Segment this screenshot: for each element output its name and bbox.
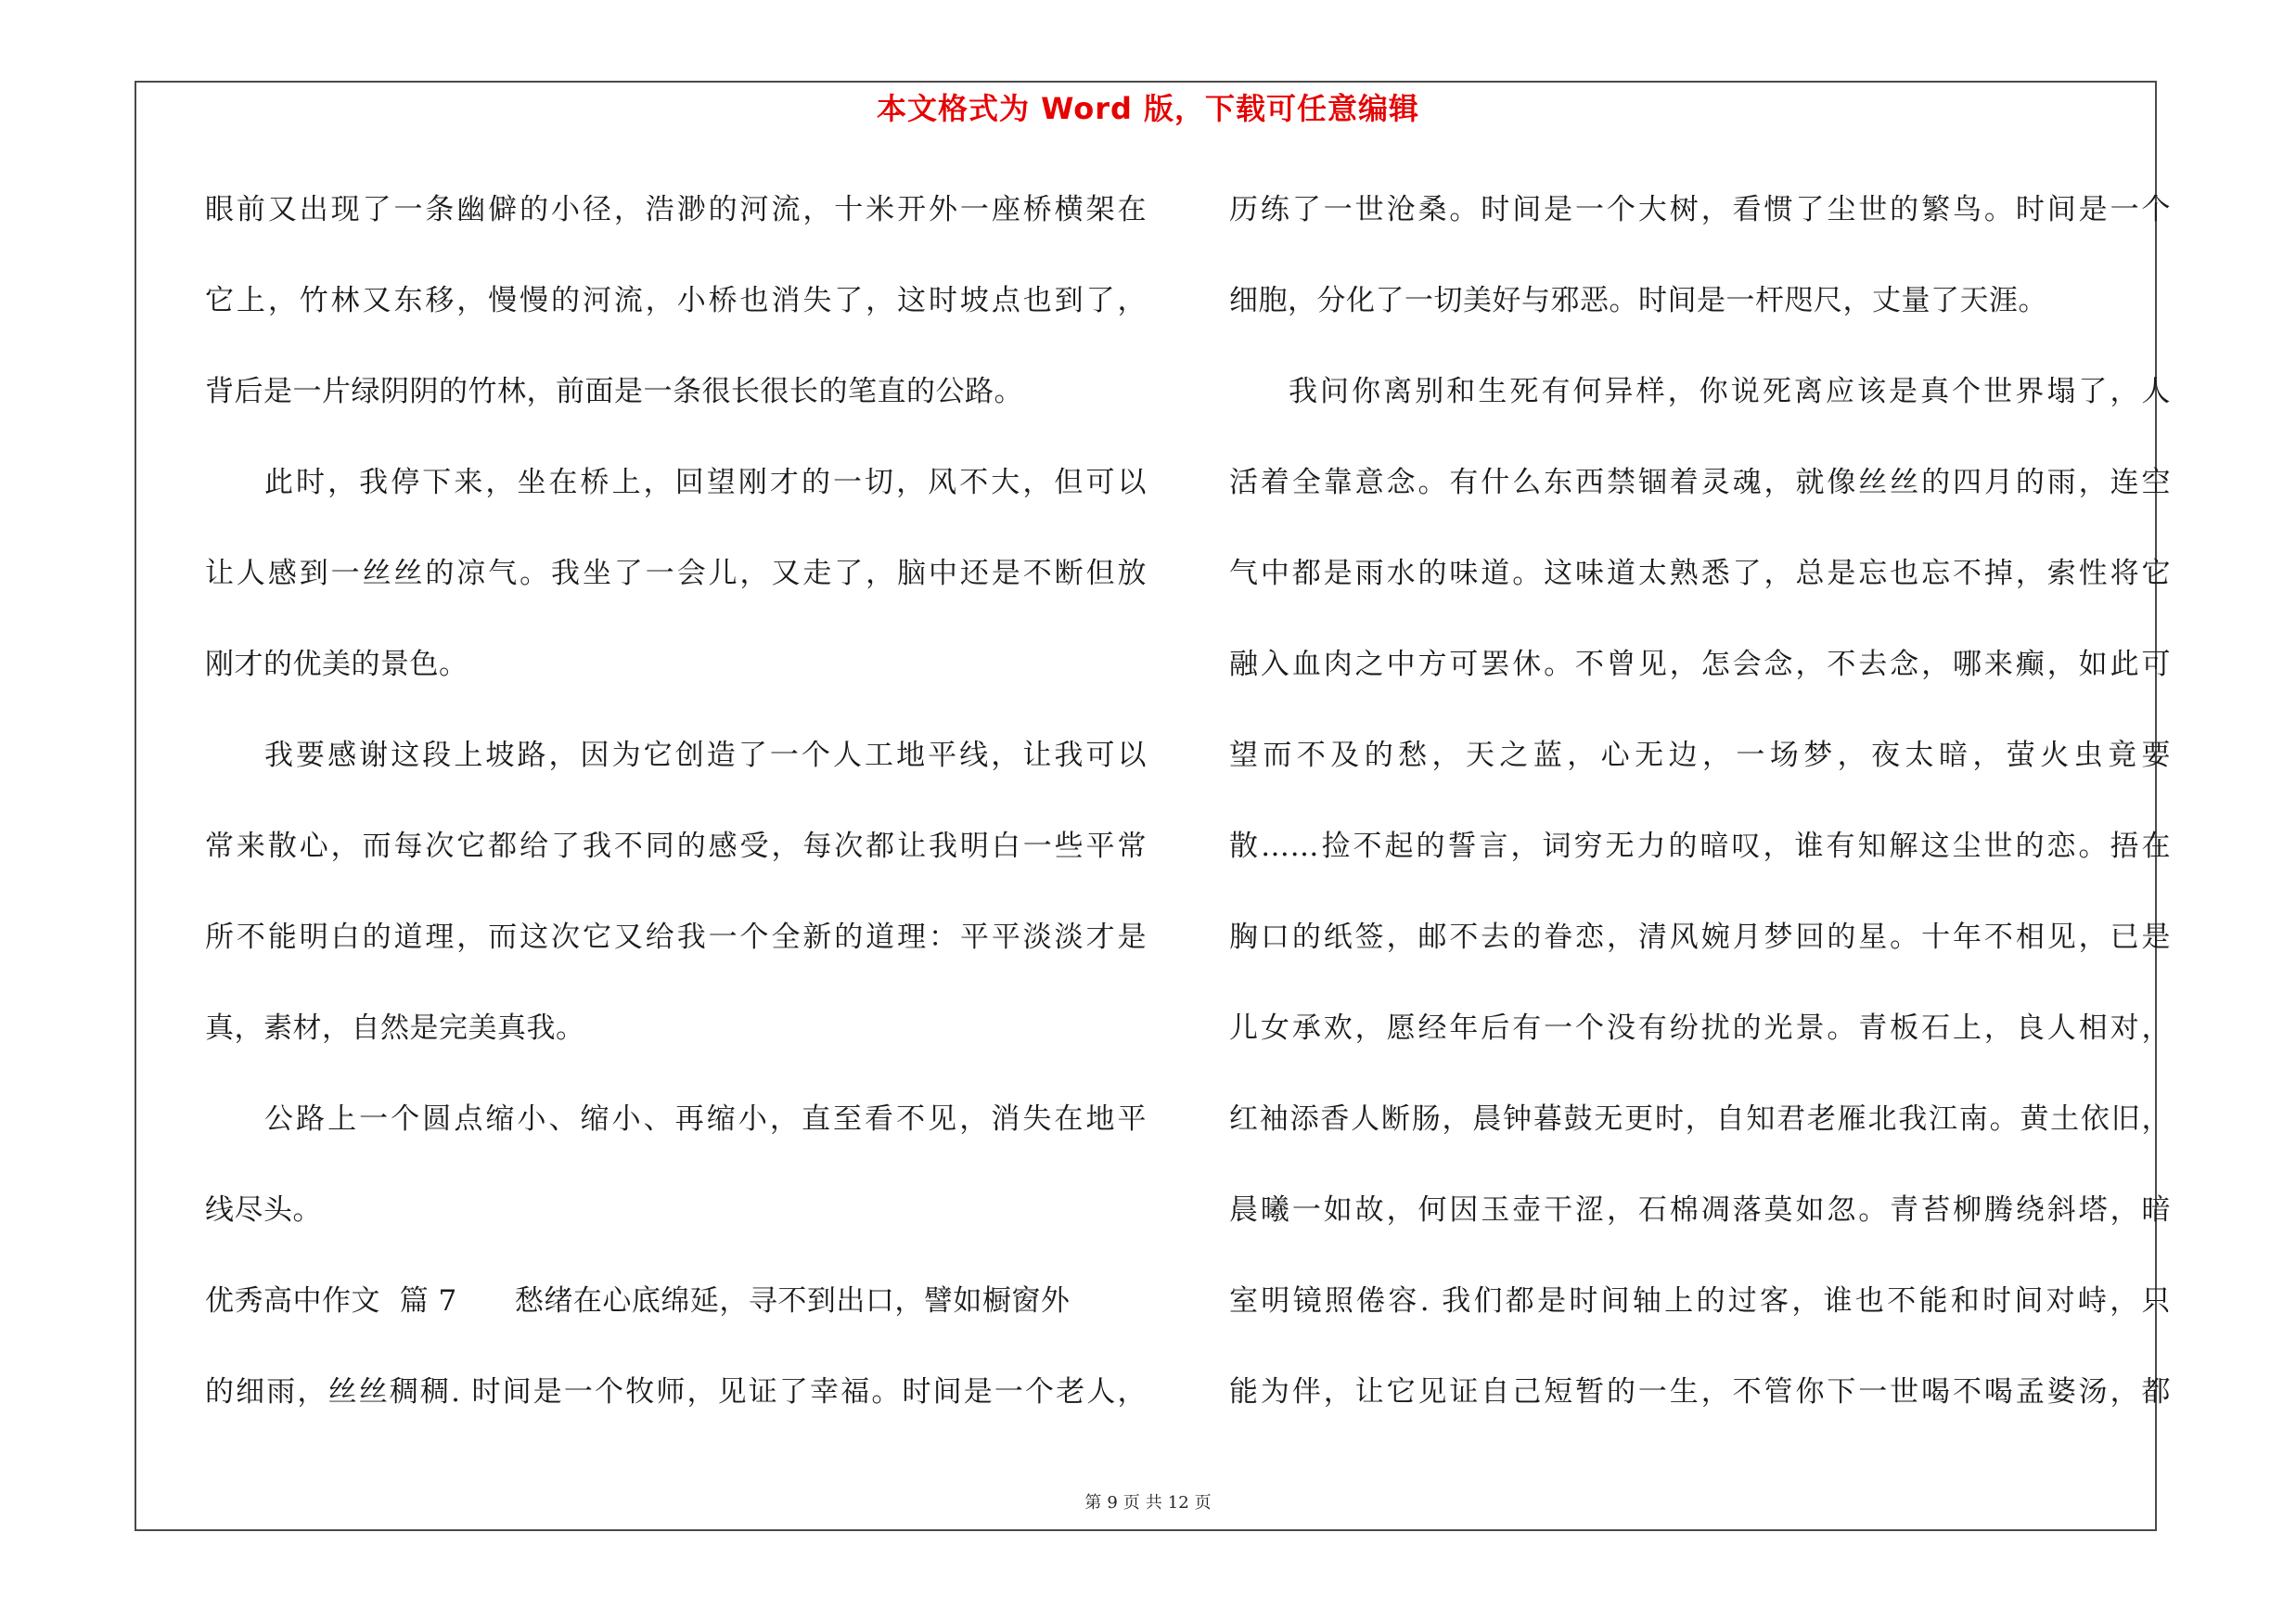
text-line: 能为伴，让它见证自己短暂的一生，不管你下一世喝不喝孟婆汤，都 <box>1229 1375 2171 1409</box>
text-line: 它上，竹林又东移，慢慢的河流，小桥也消失了，这时坡点也到了， <box>205 284 1147 317</box>
text-line: 细胞，分化了一切美好与邪恶。时间是一杆咫尺，丈量了天涯。 <box>1229 284 2047 317</box>
right-column <box>1229 182 2171 1455</box>
text-line: 所不能明白的道理，而这次它又给我一个全新的道理：平平淡淡才是 <box>205 921 1147 954</box>
text-line: 优秀高中作文 篇 7 愁绪在心底绵延，寻不到出口，譬如橱窗外 <box>205 1284 1071 1318</box>
text-line: 常来散心，而每次它都给了我不同的感受，每次都让我明白一些平常 <box>205 830 1147 863</box>
text-line: 我问你离别和生死有何异样，你说死离应该是真个世界塌了，人 <box>1289 375 2171 408</box>
text-line: 公路上一个圆点缩小、缩小、再缩小，直至看不见，消失在地平 <box>264 1102 1147 1136</box>
header-title: 本文格式为 Word 版，下载可任意编辑 <box>876 91 1420 126</box>
footer-total-pages: 12 <box>1167 1493 1189 1513</box>
text-line: 室明镜照倦容. 我们都是时间轴上的过客，谁也不能和时间对峙，只 <box>1229 1284 2171 1318</box>
text-line: 此时，我停下来，坐在桥上，回望刚才的一切，风不大，但可以 <box>264 466 1147 499</box>
text-line: 刚才的优美的景色。 <box>205 648 468 681</box>
text-line: 融入血肉之中方可罢休。不曾见，怎会念，不去念，哪来癫，如此可 <box>1229 648 2171 681</box>
footer-page-prefix: 第 <box>1084 1493 1102 1513</box>
footer-total-prefix: 共 <box>1145 1493 1162 1513</box>
text-line: 历练了一世沧桑。时间是一个大树，看惯了尘世的繁鸟。时间是一个 <box>1229 193 2171 226</box>
text-line: 胸口的纸签，邮不去的眷恋，清风婉月梦回的星。十年不相见，已是 <box>1229 921 2171 954</box>
text-line: 望而不及的愁，天之蓝，心无边，一场梦，夜太暗，萤火虫竟要 <box>1229 739 2171 772</box>
text-line: 气中都是雨水的味道。这味道太熟悉了，总是忘也忘不掉，索性将它 <box>1229 557 2171 590</box>
text-line: 的细雨，丝丝稠稠. 时间是一个牧师，见证了幸福。时间是一个老人， <box>205 1375 1147 1409</box>
text-line: 晨曦一如故，何因玉壶干涩，石棉凋落莫如忽。青苔柳腾绕斜塔，暗 <box>1229 1193 2171 1227</box>
text-line: 红袖添香人断肠，晨钟暮鼓无更时，自知君老雁北我江南。黄土依旧， <box>1229 1102 2171 1136</box>
text-line: 眼前又出现了一条幽僻的小径，浩渺的河流，十米开外一座桥横架在 <box>205 193 1147 226</box>
text-line: 我要感谢这段上坡路，因为它创造了一个人工地平线，让我可以 <box>264 739 1147 772</box>
text-line: 真，素材，自然是完美真我。 <box>205 1011 585 1045</box>
page-footer <box>0 1489 2296 1517</box>
text-line: 线尽头。 <box>205 1193 322 1227</box>
left-column <box>205 182 1147 1455</box>
text-line: 散……捡不起的誓言，词穷无力的暗叹，谁有知解这尘世的恋。捂在 <box>1229 830 2171 863</box>
footer-page-unit: 页 <box>1122 1493 1140 1513</box>
footer-page-number: 9 <box>1107 1493 1118 1513</box>
text-line: 让人感到一丝丝的凉气。我坐了一会儿，又走了，脑中还是不断但放 <box>205 557 1147 590</box>
text-line: 活着全靠意念。有什么东西禁锢着灵魂，就像丝丝的四月的雨，连空 <box>1229 466 2171 499</box>
text-line: 儿女承欢，愿经年后有一个没有纷扰的光景。青板石上，良人相对， <box>1229 1011 2171 1045</box>
footer-total-unit: 页 <box>1194 1493 1212 1513</box>
text-line: 背后是一片绿阴阴的竹林，前面是一条很长很长的笔直的公路。 <box>205 375 1023 408</box>
